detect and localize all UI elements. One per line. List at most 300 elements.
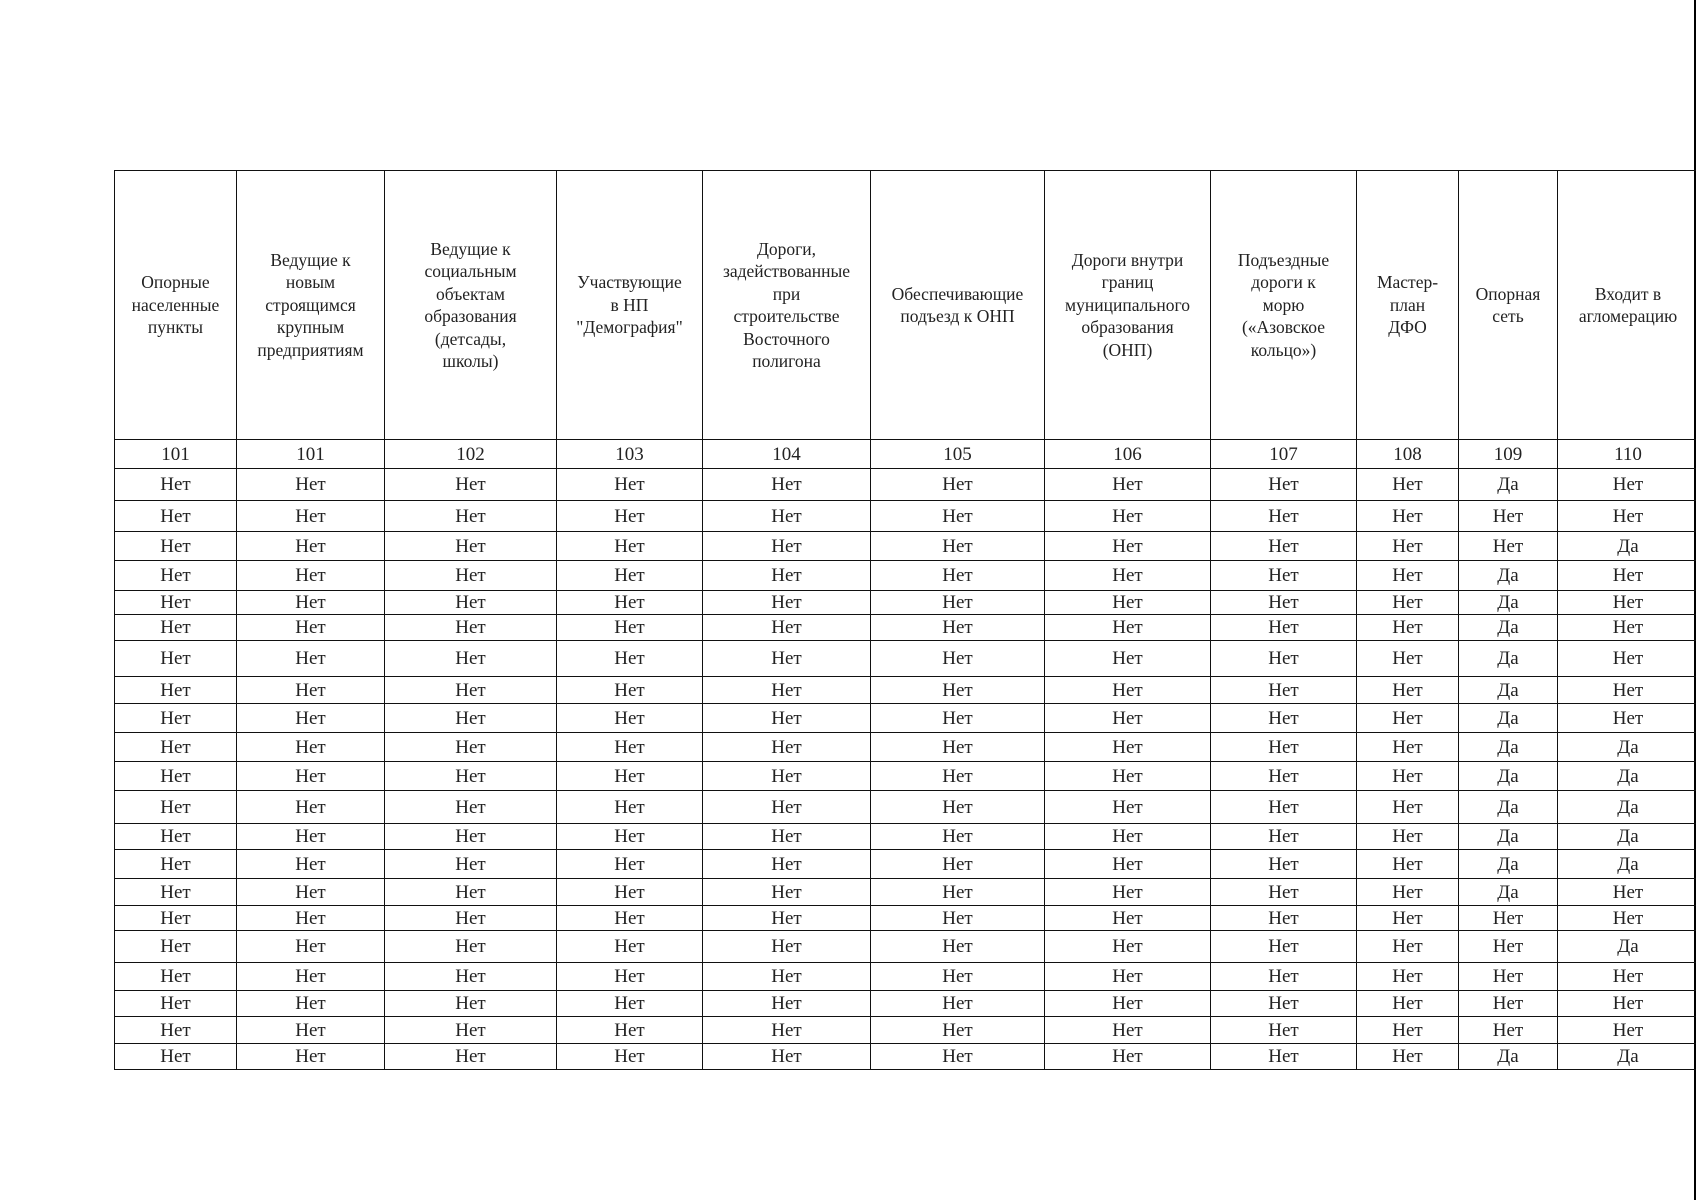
table-row — [115, 791, 1696, 824]
column-header-line: Подъездные — [1237, 249, 1330, 270]
table-cell: Нет — [1459, 906, 1558, 931]
table-cell: Нет — [1558, 641, 1696, 677]
column-header-line: ДФО — [1388, 317, 1427, 338]
table-cell: Нет — [703, 906, 871, 931]
column-header — [1211, 171, 1357, 440]
table-cell: Нет — [703, 469, 871, 501]
table-cell: Нет — [1357, 615, 1459, 641]
table-cell: Нет — [871, 879, 1045, 906]
table-cell: Нет — [557, 532, 703, 561]
column-number: 101 — [115, 440, 237, 469]
table-row — [115, 879, 1696, 906]
column-header-line: пункты — [147, 317, 204, 338]
table-cell: Нет — [1357, 469, 1459, 501]
column-header-line: подъезд к ОНП — [900, 306, 1015, 326]
column-number: 106 — [1045, 440, 1211, 469]
table-cell: Да — [1459, 762, 1558, 791]
table-cell: Да — [1558, 762, 1696, 791]
table-cell: Нет — [871, 532, 1045, 561]
table-cell: Нет — [1045, 931, 1211, 963]
table-cell: Нет — [557, 704, 703, 733]
table-cell: Нет — [703, 561, 871, 591]
table-cell: Нет — [385, 733, 557, 762]
table-cell: Нет — [115, 762, 237, 791]
table-cell: Нет — [557, 850, 703, 879]
table-cell: Нет — [1558, 469, 1696, 501]
table-cell: Нет — [115, 615, 237, 641]
table-cell: Нет — [1211, 1044, 1357, 1070]
column-header-line: Обеспечивающие — [891, 283, 1024, 304]
table-cell: Нет — [237, 677, 385, 704]
table-cell: Нет — [871, 641, 1045, 677]
table-cell: Нет — [1459, 501, 1558, 532]
table-cell: Нет — [871, 931, 1045, 963]
column-number: 108 — [1357, 440, 1459, 469]
table-cell: Нет — [237, 1044, 385, 1070]
column-header-line: задействованные — [722, 261, 851, 281]
table-cell: Нет — [385, 704, 557, 733]
table-cell: Нет — [115, 733, 237, 762]
table-cell: Нет — [703, 641, 871, 677]
table-cell: Нет — [1045, 1044, 1211, 1070]
table-cell: Нет — [1558, 704, 1696, 733]
table-cell: Нет — [703, 1044, 871, 1070]
table-cell: Нет — [557, 991, 703, 1017]
column-header — [385, 171, 557, 440]
table-cell: Нет — [1459, 1017, 1558, 1044]
table-cell: Нет — [1045, 615, 1211, 641]
table-cell: Нет — [115, 1017, 237, 1044]
table-cell: Нет — [115, 824, 237, 850]
table-cell: Нет — [1211, 906, 1357, 931]
column-header-line: образования — [424, 306, 517, 326]
table-row — [115, 824, 1696, 850]
table-cell: Нет — [871, 906, 1045, 931]
table-cell: Нет — [871, 615, 1045, 641]
column-header — [1459, 171, 1558, 440]
table-cell: Нет — [557, 615, 703, 641]
table-cell: Нет — [1558, 561, 1696, 591]
column-header-line: Входит в — [1594, 283, 1662, 304]
table-cell: Нет — [1211, 879, 1357, 906]
table-cell: Нет — [385, 615, 557, 641]
table-cell: Нет — [1459, 931, 1558, 963]
table-cell: Да — [1459, 704, 1558, 733]
column-header-line: населенные — [131, 294, 220, 315]
table-cell: Нет — [871, 791, 1045, 824]
table-cell: Нет — [115, 879, 237, 906]
table-cell: Нет — [237, 762, 385, 791]
table-cell: Нет — [115, 931, 237, 963]
table-cell: Нет — [1357, 733, 1459, 762]
table-cell: Нет — [557, 677, 703, 704]
table-cell: Нет — [1211, 791, 1357, 824]
table-cell: Нет — [703, 963, 871, 991]
table-cell: Да — [1459, 850, 1558, 879]
table-cell: Нет — [703, 931, 871, 963]
column-header-line: агломерацию — [1578, 306, 1678, 326]
table-cell: Да — [1459, 1044, 1558, 1070]
column-header-line: муниципального — [1065, 294, 1190, 315]
table-cell: Нет — [385, 850, 557, 879]
table-cell: Нет — [115, 501, 237, 532]
column-header — [115, 171, 237, 440]
table-cell: Да — [1459, 824, 1558, 850]
table-cell: Нет — [557, 963, 703, 991]
table-cell: Нет — [1045, 469, 1211, 501]
column-header-line: (детсады, — [434, 328, 507, 349]
column-header-line: морю — [1262, 294, 1305, 315]
column-number-row — [115, 440, 1696, 469]
table-row — [115, 704, 1696, 733]
column-header-line: Дороги, — [756, 238, 817, 259]
column-header-line: Ведущие к — [270, 249, 351, 270]
table-cell: Нет — [115, 704, 237, 733]
table-cell: Нет — [385, 991, 557, 1017]
table-cell: Нет — [557, 931, 703, 963]
table-cell: Нет — [1357, 791, 1459, 824]
table-cell: Нет — [871, 561, 1045, 591]
table-cell: Нет — [237, 615, 385, 641]
table-cell: Нет — [703, 733, 871, 762]
table-cell: Нет — [1045, 824, 1211, 850]
table-cell: Нет — [1045, 791, 1211, 824]
table-cell: Нет — [385, 677, 557, 704]
table-cell: Нет — [1211, 850, 1357, 879]
table-row — [115, 615, 1696, 641]
table-cell: Нет — [385, 906, 557, 931]
table-cell: Нет — [1045, 591, 1211, 615]
table-cell: Нет — [237, 591, 385, 615]
table-cell: Да — [1558, 532, 1696, 561]
table-cell: Нет — [1357, 824, 1459, 850]
table-cell: Нет — [871, 991, 1045, 1017]
table-cell: Нет — [871, 824, 1045, 850]
table-cell: Нет — [703, 615, 871, 641]
table-cell: Нет — [1211, 469, 1357, 501]
table-cell: Нет — [237, 931, 385, 963]
table-cell: Нет — [1357, 532, 1459, 561]
table-cell: Нет — [871, 1044, 1045, 1070]
column-header-line: "Демография" — [576, 317, 683, 338]
table-cell: Нет — [557, 469, 703, 501]
column-header-line: Восточного — [743, 328, 830, 349]
table-cell: Нет — [1558, 879, 1696, 906]
table-cell: Нет — [557, 824, 703, 850]
table-cell: Нет — [237, 850, 385, 879]
table-cell: Нет — [1211, 704, 1357, 733]
table-cell: Нет — [1211, 733, 1357, 762]
column-header — [557, 171, 703, 440]
table-cell: Да — [1459, 561, 1558, 591]
table-cell: Нет — [1211, 762, 1357, 791]
table-cell: Нет — [871, 850, 1045, 879]
column-header-line: Участвующие — [577, 272, 682, 293]
table-cell: Нет — [557, 591, 703, 615]
table-cell: Нет — [871, 762, 1045, 791]
table-cell: Нет — [237, 561, 385, 591]
table-cell: Нет — [385, 879, 557, 906]
table-cell: Нет — [1211, 532, 1357, 561]
table-cell: Да — [1459, 469, 1558, 501]
table-cell: Да — [1558, 733, 1696, 762]
table-cell: Нет — [1045, 906, 1211, 931]
table-cell: Нет — [1045, 704, 1211, 733]
table-cell: Нет — [1211, 615, 1357, 641]
table-cell: Да — [1459, 677, 1558, 704]
table-cell: Нет — [1558, 615, 1696, 641]
column-header-line: социальным — [424, 261, 517, 281]
table-cell: Нет — [385, 501, 557, 532]
table-cell: Нет — [385, 641, 557, 677]
table-cell: Нет — [871, 469, 1045, 501]
table-cell: Нет — [1558, 677, 1696, 704]
table-cell: Нет — [1045, 879, 1211, 906]
table-cell: Нет — [115, 791, 237, 824]
table-cell: Нет — [237, 879, 385, 906]
table-cell: Нет — [237, 469, 385, 501]
column-header — [237, 171, 385, 440]
column-number: 104 — [703, 440, 871, 469]
table-row — [115, 469, 1696, 501]
table-cell: Нет — [385, 591, 557, 615]
table-cell: Да — [1459, 791, 1558, 824]
table-cell: Нет — [703, 591, 871, 615]
column-header-line: новым — [285, 272, 336, 293]
table-cell: Нет — [237, 704, 385, 733]
column-number: 109 — [1459, 440, 1558, 469]
table-cell: Нет — [237, 963, 385, 991]
table-row — [115, 561, 1696, 591]
table-cell: Нет — [385, 1044, 557, 1070]
table-cell: Нет — [1211, 991, 1357, 1017]
table-cell: Нет — [237, 532, 385, 561]
table-cell: Нет — [1357, 762, 1459, 791]
table-cell: Нет — [703, 532, 871, 561]
table-cell: Нет — [871, 733, 1045, 762]
table-cell: Нет — [115, 991, 237, 1017]
table-cell: Да — [1558, 931, 1696, 963]
table-row — [115, 1044, 1696, 1070]
column-header — [871, 171, 1045, 440]
table-row — [115, 677, 1696, 704]
table-cell: Нет — [1211, 963, 1357, 991]
column-header-line: Ведущие к — [430, 238, 511, 259]
table-cell: Нет — [115, 1044, 237, 1070]
table-row — [115, 906, 1696, 931]
column-header — [1045, 171, 1211, 440]
column-header-line: строящимся — [265, 294, 356, 315]
column-header-line: полигона — [752, 351, 821, 371]
table-cell: Нет — [237, 641, 385, 677]
table-cell: Нет — [703, 704, 871, 733]
table-cell: Нет — [237, 733, 385, 762]
table-cell: Нет — [1357, 704, 1459, 733]
table-cell: Нет — [703, 762, 871, 791]
table-cell: Нет — [1045, 733, 1211, 762]
column-header-line: предприятиям — [257, 339, 364, 360]
table-cell: Нет — [1045, 561, 1211, 591]
table-cell: Нет — [1045, 850, 1211, 879]
table-cell: Нет — [237, 824, 385, 850]
table-cell: Нет — [1357, 641, 1459, 677]
table-cell: Нет — [1045, 991, 1211, 1017]
table-cell: Нет — [871, 704, 1045, 733]
table-cell: Нет — [385, 1017, 557, 1044]
table-cell: Нет — [703, 879, 871, 906]
table-cell: Нет — [1211, 824, 1357, 850]
table-cell: Да — [1558, 791, 1696, 824]
table-cell: Да — [1558, 824, 1696, 850]
table-cell: Да — [1459, 733, 1558, 762]
table-row — [115, 501, 1696, 532]
table-cell: Нет — [1211, 677, 1357, 704]
table-cell: Нет — [557, 762, 703, 791]
table-cell: Да — [1558, 850, 1696, 879]
column-header-line: при — [772, 283, 801, 304]
table-cell: Нет — [871, 963, 1045, 991]
table-cell: Нет — [1045, 1017, 1211, 1044]
table-cell: Нет — [1558, 991, 1696, 1017]
table-cell: Нет — [1357, 1044, 1459, 1070]
table-cell: Нет — [1357, 591, 1459, 615]
table-cell: Нет — [1211, 501, 1357, 532]
table-cell: Нет — [1211, 561, 1357, 591]
table-cell: Нет — [385, 824, 557, 850]
table-cell: Нет — [115, 591, 237, 615]
table-cell: Нет — [557, 561, 703, 591]
table-cell: Нет — [1357, 561, 1459, 591]
table-cell: Нет — [115, 677, 237, 704]
column-header-line: Опорные — [141, 272, 210, 293]
table-cell: Нет — [385, 469, 557, 501]
column-header-line: объектам — [435, 283, 505, 304]
table-cell: Нет — [115, 532, 237, 561]
table-cell: Нет — [385, 561, 557, 591]
table-cell: Нет — [1045, 762, 1211, 791]
table-cell: Нет — [385, 791, 557, 824]
table-cell: Нет — [1211, 641, 1357, 677]
table-cell: Нет — [703, 501, 871, 532]
table-cell: Нет — [385, 532, 557, 561]
table-cell: Нет — [557, 501, 703, 532]
column-number: 103 — [557, 440, 703, 469]
table-cell: Да — [1459, 879, 1558, 906]
table-cell: Нет — [385, 963, 557, 991]
table-cell: Нет — [115, 561, 237, 591]
column-header — [1357, 171, 1459, 440]
table-cell: Нет — [871, 501, 1045, 532]
table-cell: Да — [1459, 641, 1558, 677]
table-cell: Нет — [1211, 591, 1357, 615]
table-cell: Нет — [1357, 991, 1459, 1017]
table-cell: Нет — [1357, 931, 1459, 963]
table-cell: Нет — [1357, 850, 1459, 879]
table-cell: Нет — [1045, 501, 1211, 532]
table-cell: Нет — [871, 1017, 1045, 1044]
table-cell: Нет — [703, 850, 871, 879]
table-cell: Нет — [1357, 879, 1459, 906]
table-cell: Да — [1459, 591, 1558, 615]
column-number: 110 — [1558, 440, 1696, 469]
table-cell: Нет — [237, 991, 385, 1017]
column-header-line: (ОНП) — [1102, 339, 1153, 360]
table-cell: Да — [1558, 1044, 1696, 1070]
column-header-line: («Азовское — [1241, 317, 1326, 338]
table-cell: Нет — [557, 906, 703, 931]
table-cell: Нет — [1558, 501, 1696, 532]
table-cell: Нет — [703, 791, 871, 824]
table-cell: Нет — [1045, 677, 1211, 704]
table-cell: Нет — [1211, 931, 1357, 963]
table-cell: Нет — [1045, 641, 1211, 677]
table-cell: Нет — [1459, 532, 1558, 561]
table-cell: Нет — [1357, 963, 1459, 991]
column-header-line: границ — [1101, 272, 1154, 293]
table-cell: Нет — [385, 931, 557, 963]
column-header-line: образования — [1081, 317, 1174, 338]
column-header-line: Опорная — [1475, 283, 1541, 304]
table-cell: Нет — [115, 906, 237, 931]
column-header-line: сеть — [1492, 306, 1524, 326]
column-number: 107 — [1211, 440, 1357, 469]
table-row — [115, 850, 1696, 879]
table-cell: Нет — [1558, 1017, 1696, 1044]
header-row — [115, 171, 1696, 440]
table-cell: Нет — [1045, 532, 1211, 561]
table-cell: Нет — [1558, 906, 1696, 931]
column-header-line: Мастер- — [1376, 272, 1439, 293]
table-cell: Нет — [115, 963, 237, 991]
table-cell: Нет — [237, 791, 385, 824]
table-cell: Нет — [1357, 906, 1459, 931]
column-header-line: крупным — [276, 317, 345, 338]
table-cell: Нет — [237, 1017, 385, 1044]
table-row — [115, 931, 1696, 963]
table-row — [115, 641, 1696, 677]
table-cell: Нет — [703, 1017, 871, 1044]
column-header — [703, 171, 871, 440]
table-cell: Нет — [237, 906, 385, 931]
column-header-line: строительстве — [733, 306, 840, 326]
table-row — [115, 963, 1696, 991]
table-cell: Нет — [557, 641, 703, 677]
table-cell: Нет — [557, 733, 703, 762]
table-cell: Нет — [115, 641, 237, 677]
table-row — [115, 1017, 1696, 1044]
table-cell: Нет — [1558, 963, 1696, 991]
column-header-line: план — [1389, 294, 1426, 315]
column-number: 101 — [237, 440, 385, 469]
table-row — [115, 591, 1696, 615]
table-cell: Нет — [703, 824, 871, 850]
column-header-line: дороги к — [1251, 272, 1316, 293]
column-number: 102 — [385, 440, 557, 469]
table-cell: Нет — [237, 501, 385, 532]
table-cell: Нет — [557, 879, 703, 906]
table-cell: Нет — [871, 677, 1045, 704]
table-cell: Нет — [1045, 963, 1211, 991]
table-cell: Нет — [115, 850, 237, 879]
table-row — [115, 762, 1696, 791]
column-header-line: в НП — [610, 294, 649, 315]
table-row — [115, 991, 1696, 1017]
table-cell: Нет — [557, 791, 703, 824]
table-cell: Нет — [115, 469, 237, 501]
column-header — [1558, 171, 1696, 440]
road-classification-table — [114, 170, 1696, 1070]
table-cell: Нет — [557, 1017, 703, 1044]
